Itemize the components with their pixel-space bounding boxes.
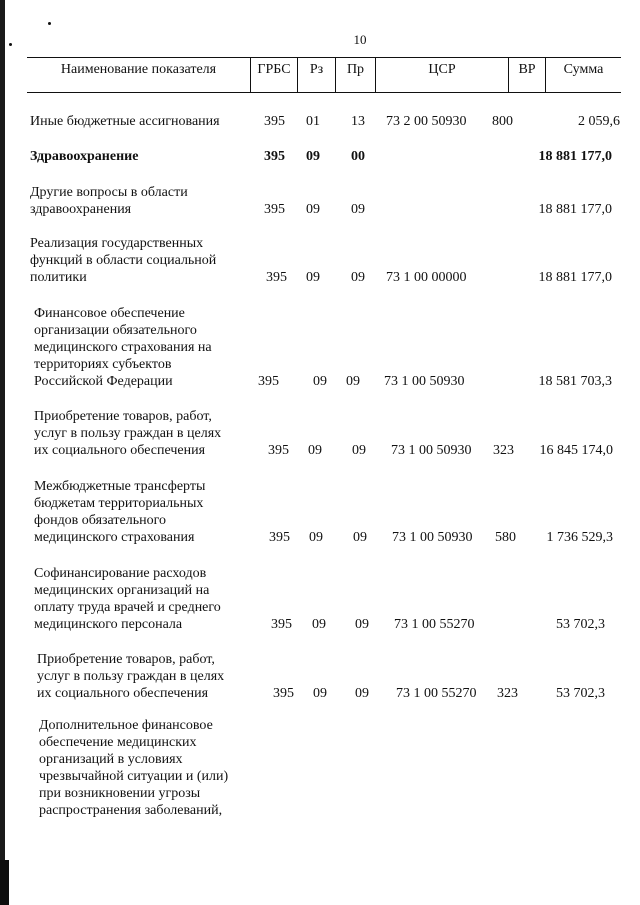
table-row bbox=[0, 148, 640, 165]
sum-value: 18 881 177,0 bbox=[538, 149, 612, 164]
indicator-name-line: Приобретение товаров, работ, bbox=[37, 652, 215, 667]
indicator-name-line: Межбюджетные трансферты bbox=[34, 479, 206, 494]
grbs-code: 395 bbox=[266, 270, 287, 285]
indicator-name-line: территориях субъектов bbox=[34, 357, 172, 372]
sum-value: 53 702,3 bbox=[556, 686, 605, 701]
table-row bbox=[0, 651, 640, 702]
indicator-name bbox=[30, 148, 138, 165]
indicator-name-line: фондов обязательного bbox=[34, 513, 166, 528]
indicator-name-line: их социального обеспечения bbox=[34, 443, 206, 458]
indicator-name-line: распространения заболеваний, bbox=[39, 803, 223, 818]
grbs-code: 395 bbox=[268, 443, 289, 458]
indicator-name-line: Российской Федерации bbox=[34, 374, 173, 389]
indicator-name-line: политики bbox=[30, 270, 87, 285]
vr-code: 580 bbox=[495, 530, 516, 545]
indicator-name-line: оплату труда врачей и среднего bbox=[34, 600, 221, 615]
header-sum: Сумма bbox=[545, 58, 621, 92]
indicator-name-line: медицинского страхования на bbox=[34, 340, 212, 355]
indicator-name-line: медицинских организаций на bbox=[34, 583, 210, 598]
sum-value: 18 581 703,3 bbox=[538, 374, 612, 389]
indicator-name bbox=[30, 184, 188, 218]
rz-code: 09 bbox=[313, 686, 327, 701]
indicator-name bbox=[34, 478, 205, 546]
indicator-name-line: здравоохранения bbox=[30, 202, 132, 217]
indicator-name bbox=[34, 305, 212, 390]
indicator-name-line: услуг в пользу граждан в целях bbox=[34, 426, 222, 441]
table-row bbox=[0, 235, 640, 286]
indicator-name-line: Финансовое обеспечение bbox=[34, 306, 185, 321]
header-csr: ЦСР bbox=[375, 58, 508, 92]
vr-code: 323 bbox=[497, 686, 518, 701]
indicator-name-line: услуг в пользу граждан в целях bbox=[37, 669, 225, 684]
pr-code: 09 bbox=[355, 686, 369, 701]
rz-code: 09 bbox=[309, 530, 323, 545]
indicator-name-line: медицинского персонала bbox=[34, 617, 183, 632]
indicator-name bbox=[34, 408, 221, 459]
pr-code: 09 bbox=[351, 202, 365, 217]
table-row bbox=[0, 113, 640, 130]
rz-code: 09 bbox=[313, 374, 327, 389]
rz-code: 09 bbox=[312, 617, 326, 632]
table-row bbox=[0, 305, 640, 390]
scan-edge-bottom bbox=[0, 860, 9, 905]
csr-code: 73 1 00 55270 bbox=[394, 617, 475, 632]
table-row bbox=[0, 184, 640, 218]
pr-code: 09 bbox=[355, 617, 369, 632]
indicator-name-line: Реализация государственных bbox=[30, 236, 204, 251]
indicator-name-line: их социального обеспечения bbox=[37, 686, 209, 701]
header-vr: ВР bbox=[508, 58, 545, 92]
table-row bbox=[0, 717, 640, 819]
table-row bbox=[0, 565, 640, 633]
grbs-code: 395 bbox=[269, 530, 290, 545]
table-row bbox=[0, 408, 640, 459]
csr-code: 73 1 00 50930 bbox=[391, 443, 472, 458]
sum-value: 18 881 177,0 bbox=[538, 202, 612, 217]
sum-value: 18 881 177,0 bbox=[538, 270, 612, 285]
sum-value: 16 845 174,0 bbox=[539, 443, 613, 458]
indicator-name-line: Приобретение товаров, работ, bbox=[34, 409, 212, 424]
csr-code: 73 1 00 55270 bbox=[396, 686, 477, 701]
indicator-name-line: организации обязательного bbox=[34, 323, 197, 338]
grbs-code: 395 bbox=[264, 149, 285, 164]
csr-code: 73 1 00 50930 bbox=[384, 374, 465, 389]
indicator-name-line: функций в области социальной bbox=[30, 253, 217, 268]
csr-code: 73 1 00 00000 bbox=[386, 270, 467, 285]
header-name: Наименование показателя bbox=[60, 62, 217, 77]
indicator-name-line: обеспечение медицинских bbox=[39, 735, 197, 750]
indicator-name-line: медицинского страхования bbox=[34, 530, 195, 545]
pr-code: 09 bbox=[353, 530, 367, 545]
indicator-name-line: Софинансирование расходов bbox=[34, 566, 207, 581]
vr-code: 323 bbox=[493, 443, 514, 458]
pr-code: 13 bbox=[351, 114, 365, 129]
rz-code: 09 bbox=[306, 149, 320, 164]
sum-value: 53 702,3 bbox=[556, 617, 605, 632]
scan-speck bbox=[48, 22, 51, 25]
pr-code: 00 bbox=[351, 149, 365, 164]
grbs-code: 395 bbox=[273, 686, 294, 701]
indicator-name-line: Другие вопросы в области bbox=[30, 185, 188, 200]
grbs-code: 395 bbox=[258, 374, 279, 389]
indicator-name-line: бюджетам территориальных bbox=[34, 496, 204, 511]
rz-code: 09 bbox=[306, 202, 320, 217]
pr-code: 09 bbox=[351, 270, 365, 285]
sum-value: 1 736 529,3 bbox=[546, 530, 613, 545]
rz-code: 01 bbox=[306, 114, 320, 129]
page-number: 10 bbox=[353, 32, 367, 47]
rz-code: 09 bbox=[306, 270, 320, 285]
indicator-name bbox=[30, 113, 220, 130]
table-row bbox=[0, 478, 640, 546]
indicator-name bbox=[37, 651, 224, 702]
grbs-code: 395 bbox=[264, 114, 285, 129]
grbs-code: 395 bbox=[271, 617, 292, 632]
csr-code: 73 1 00 50930 bbox=[392, 530, 473, 545]
sum-value: 2 059,6 bbox=[578, 114, 620, 129]
table-header bbox=[27, 57, 621, 93]
pr-code: 09 bbox=[346, 374, 360, 389]
indicator-name-line: Дополнительное финансовое bbox=[39, 718, 213, 733]
header-grbs: ГРБС bbox=[250, 58, 297, 92]
indicator-name-line: Иные бюджетные ассигнования bbox=[30, 114, 220, 129]
header-rz: Рз bbox=[297, 58, 335, 92]
grbs-code: 395 bbox=[264, 202, 285, 217]
indicator-name-line: Здравоохранение bbox=[30, 149, 139, 164]
header-pr: Пр bbox=[335, 58, 375, 92]
vr-code: 800 bbox=[492, 114, 513, 129]
indicator-name bbox=[39, 717, 228, 819]
indicator-name-line: организаций в условиях bbox=[39, 752, 183, 767]
indicator-name bbox=[34, 565, 221, 633]
pr-code: 09 bbox=[352, 443, 366, 458]
csr-code: 73 2 00 50930 bbox=[386, 114, 467, 129]
indicator-name-line: чрезвычайной ситуации и (или) bbox=[39, 769, 229, 784]
scan-speck bbox=[9, 43, 12, 46]
rz-code: 09 bbox=[308, 443, 322, 458]
indicator-name-line: при возникновении угрозы bbox=[39, 786, 201, 801]
indicator-name bbox=[30, 235, 216, 286]
